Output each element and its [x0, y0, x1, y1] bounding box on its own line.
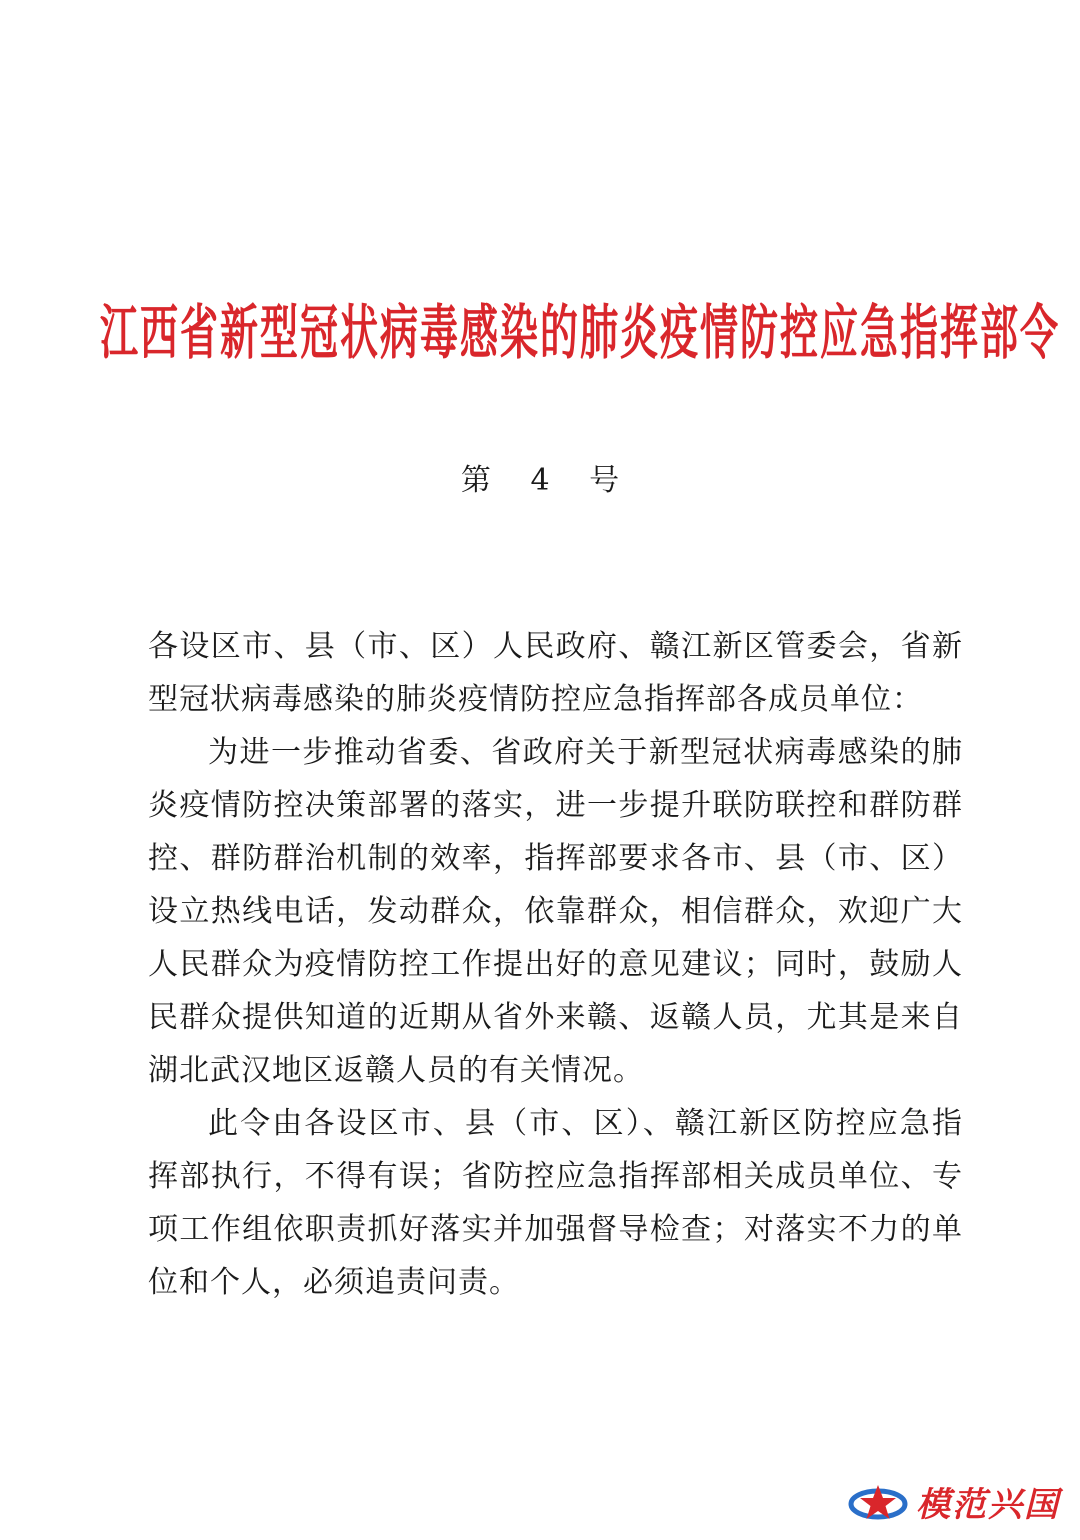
body-paragraph: 此令由各设区市、县（市、区）、赣江新区防控应急指挥部执行，不得有误；省防控应急指挥部相关成员单位、专项工作组依职责抓好落实并加强督导检查；对落实不力的单位和个人，必须追责问责。	[148, 1106, 963, 1300]
salutation: 各设区市、县（市、区）人民政府、赣江新区管委会，省新型冠状病毒感染的肺炎疫情防控应急指挥部各成员单位：	[148, 629, 963, 717]
document-title: 江西省新型冠状病毒感染的肺炎疫情防控应急指挥部令	[100, 298, 1061, 368]
watermark-text: 模范兴国	[916, 1485, 1060, 1525]
watermark-logo	[848, 1477, 1060, 1526]
document-body	[148, 620, 963, 1309]
star-logo-icon	[848, 1482, 908, 1522]
document-number: 第 4 号	[460, 463, 620, 498]
body-paragraph: 为进一步推动省委、省政府关于新型冠状病毒感染的肺炎疫情防控决策部署的落实，进一步提升联防联控和群防群控、群防群治机制的效率，指挥部要求各市、县（市、区）设立热线电话，发动群众，依靠群众，相信群众，欢迎广大人民群众为疫情防控工作提出好的意见建议；同时，鼓励人民群众提供知道的近期从省外来赣、返赣人员，尤其是来自湖北武汉地区返赣人员的有关情况。	[148, 735, 963, 1088]
